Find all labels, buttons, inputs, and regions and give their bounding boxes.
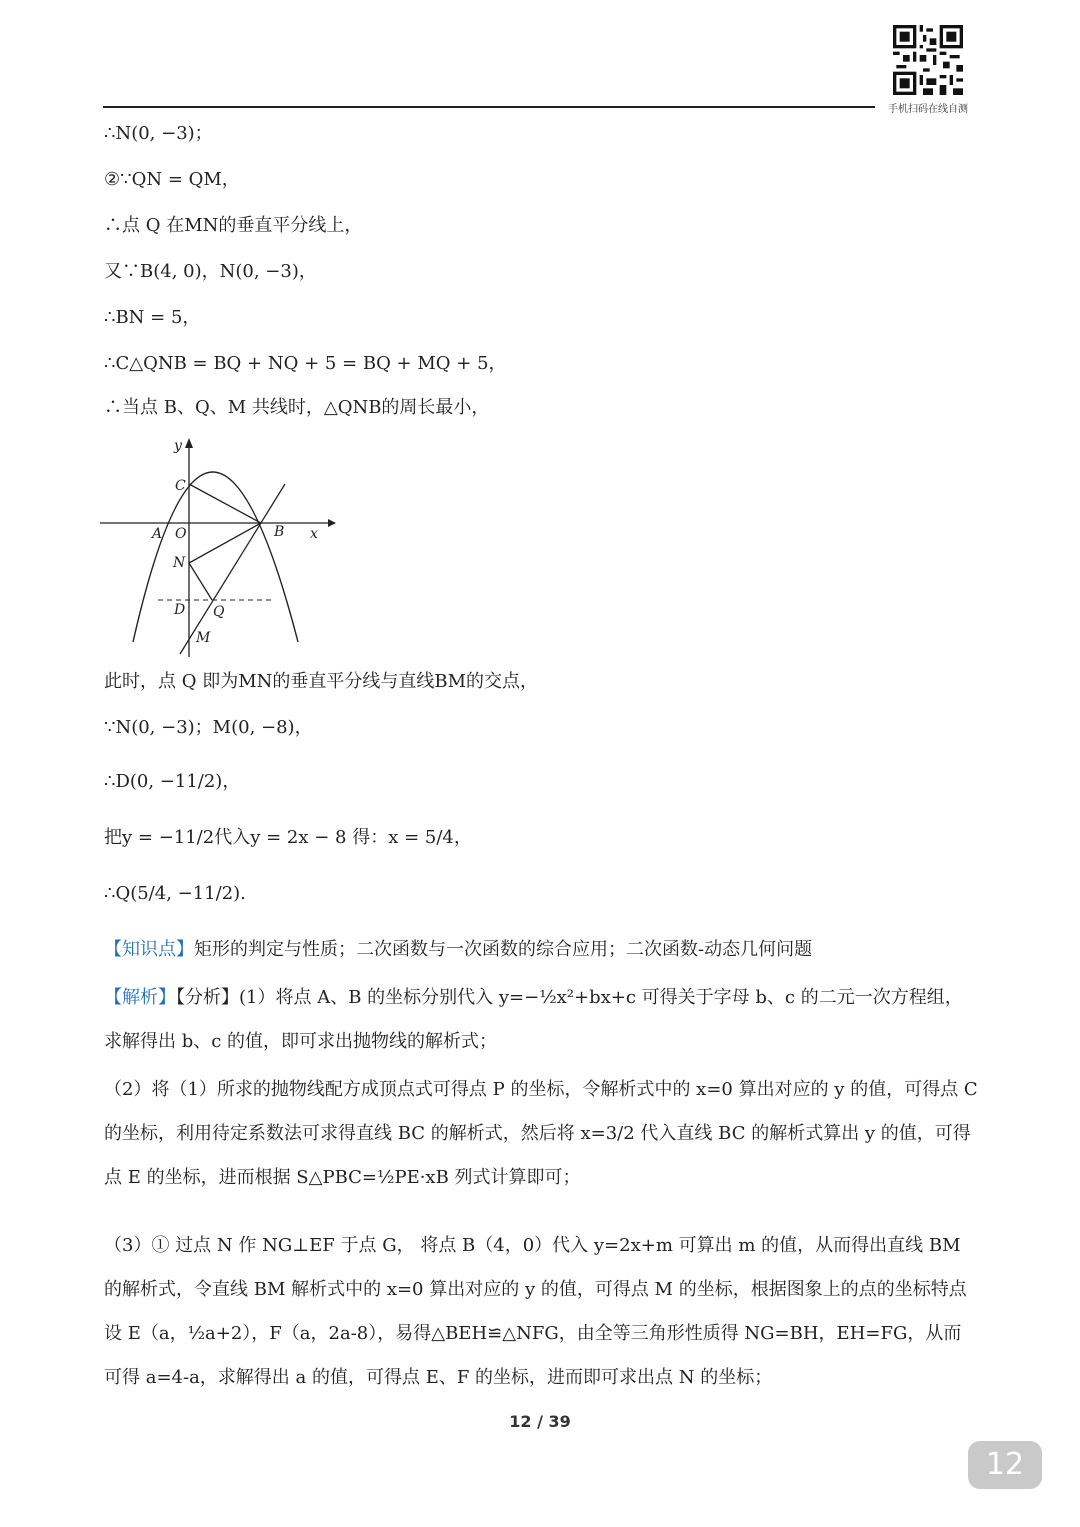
analysis-text-1: 【分析】(1）将点 A、B 的坐标分别代入 y=−½x²+bx+c 可得关于字母 b、c 的二元一次方程组，求解得出 b、c 的值，即可求出抛物线的解析式； xyxy=(104,987,963,1052)
solution-steps xyxy=(104,122,984,442)
label-c: C xyxy=(175,478,186,494)
header-divider xyxy=(103,106,875,108)
qr-caption: 手机扫码在线自测 xyxy=(888,104,968,115)
page-badge[interactable]: 12 xyxy=(968,1441,1042,1489)
label-m: M xyxy=(196,630,211,646)
knowledge-tag: 【知识点】 xyxy=(104,939,194,960)
qr-code xyxy=(893,25,963,95)
step-line: ∴C△QNB = BQ + NQ + 5 = BQ + MQ + 5， xyxy=(104,353,507,374)
knowledge-points xyxy=(104,928,979,972)
label-a: A xyxy=(152,526,163,542)
label-x: x xyxy=(310,526,318,542)
parabola-figure xyxy=(100,432,340,662)
step-line: ②∵QN = QM， xyxy=(104,169,240,190)
page-number: 12 / 39 xyxy=(509,1412,571,1431)
label-o: O xyxy=(175,526,187,542)
label-y: y xyxy=(174,438,182,454)
label-d: D xyxy=(174,602,186,618)
step-line: ∴BN = 5， xyxy=(104,307,201,328)
label-n: N xyxy=(173,555,186,571)
knowledge-text: 矩形的判定与性质；二次函数与一次函数的综合应用；二次函数-动态几何问题 xyxy=(194,939,813,960)
solution-steps-after xyxy=(104,670,984,930)
step-line: ∴点 Q 在MN的垂直平分线上， xyxy=(104,215,363,236)
label-b: B xyxy=(274,524,285,540)
step-line: 把y = −11/2代入y = 2x − 8 得：x = 5/4， xyxy=(104,827,472,848)
step-line: 此时，点 Q 即为MN的垂直平分线与直线BM的交点， xyxy=(104,671,539,692)
step-line: ∵N(0, −3)；M(0, −8)， xyxy=(104,717,313,738)
analysis-part-2: （2）将（1）所求的抛物线配方成顶点式可得点 P 的坐标，令解析式中的 x=0 算出对应的 y 的值，可得点 C 的坐标，利用待定系数法可求得直线 BC 的解析式，然后将 x=3/2 代入直线 BC 的解析式算出 y 的值，可得点 E 的坐标，进而根据 S△PBC=½PE·xB 列式计算即可； xyxy=(104,1079,978,1188)
analysis-part-1 xyxy=(104,976,979,1064)
step-line: 又∵B(4, 0)，N(0, −3)， xyxy=(104,261,317,282)
step-line: ∴当点 B、Q、M 共线时，△QNB的周长最小， xyxy=(104,397,490,418)
step-line: ∴N(0, −3)； xyxy=(104,123,213,144)
step-line: ∴Q(5/4, −11/2). xyxy=(104,883,246,904)
analysis-part-3: （3）① 过点 N 作 NG⊥EF 于点 G， 将点 B（4，0）代入 y=2x+m 可算出 m 的值，从而得出直线 BM 的解析式，令直线 BM 解析式中的 x=0 算出对应的 y 的值，可得点 M 的坐标，根据图象上的点的坐标特点设 E（a，½a+2），F（a，2a-8），易得△BEH≌△NFG，由全等三角形性质得 NG=BH，EH=FG，从而可得 a=4-a，求解得出 a 的值，可得点 E、F 的坐标，进而即可求出点 N 的坐标； xyxy=(104,1235,967,1388)
step-line: ∴D(0, −11/2)， xyxy=(104,771,241,792)
label-q: Q xyxy=(213,604,225,620)
analysis-tag: 【解析】 xyxy=(104,987,176,1008)
